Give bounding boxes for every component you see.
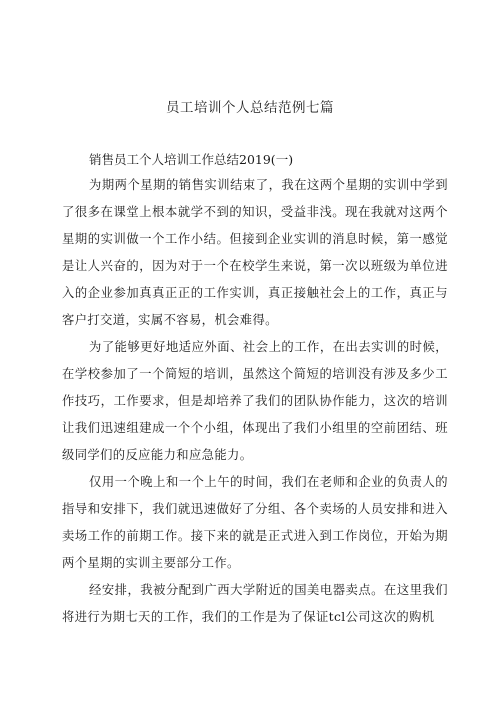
paragraph-3: 仅用一个晚上和一个上午的时间，我们在老师和企业的负责人的指导和安排下，我们就迅速做好了分组、各个卖场的人员安排和进入卖场工作的前期工作。接下来的就是正式进入到工作岗位，开始为期两个星期的实训主要部分工作。 [62,474,448,570]
document-title: 员工培训个人总结范例七篇 [166,100,334,116]
paragraph-4: 经安排，我被分配到广西大学附近的国美电器卖点。在这里我们将进行为期七天的工作，我们的工作是为了保证tcl公司这次的购机 [62,582,448,624]
paragraph-1: 为期两个星期的销售实训结束了，我在这两个星期的实训中学到了很多在课堂上根本就学不到的知识，受益非浅。现在我就对这两个星期的实训做一个工作小结。但接到企业实训的消息时候，第一感觉是让人兴奋的，因为对于一个在校学生来说，第一次以班级为单位进入的企业参加真真正正的工作实训，真正接触社会上的工作，真正与客户打交道，实属不容易，机会难得。 [62,177,448,327]
document-body [62,148,448,631]
paragraph-2: 为了能够更好地适应外面、社会上的工作，在出去实训的时候，在学校参加了一个简短的培训，虽然这个简短的培训没有涉及多少工作技巧，工作要求，但是却培养了我们的团队协作能力，这次的培训让我们迅速组建成一个个小组，体现出了我们小组里的空前团结、班级同学们的反应能力和应急能力。 [62,339,448,462]
section-subtitle: 销售员工个人培训工作总结2019(一) [89,152,294,167]
